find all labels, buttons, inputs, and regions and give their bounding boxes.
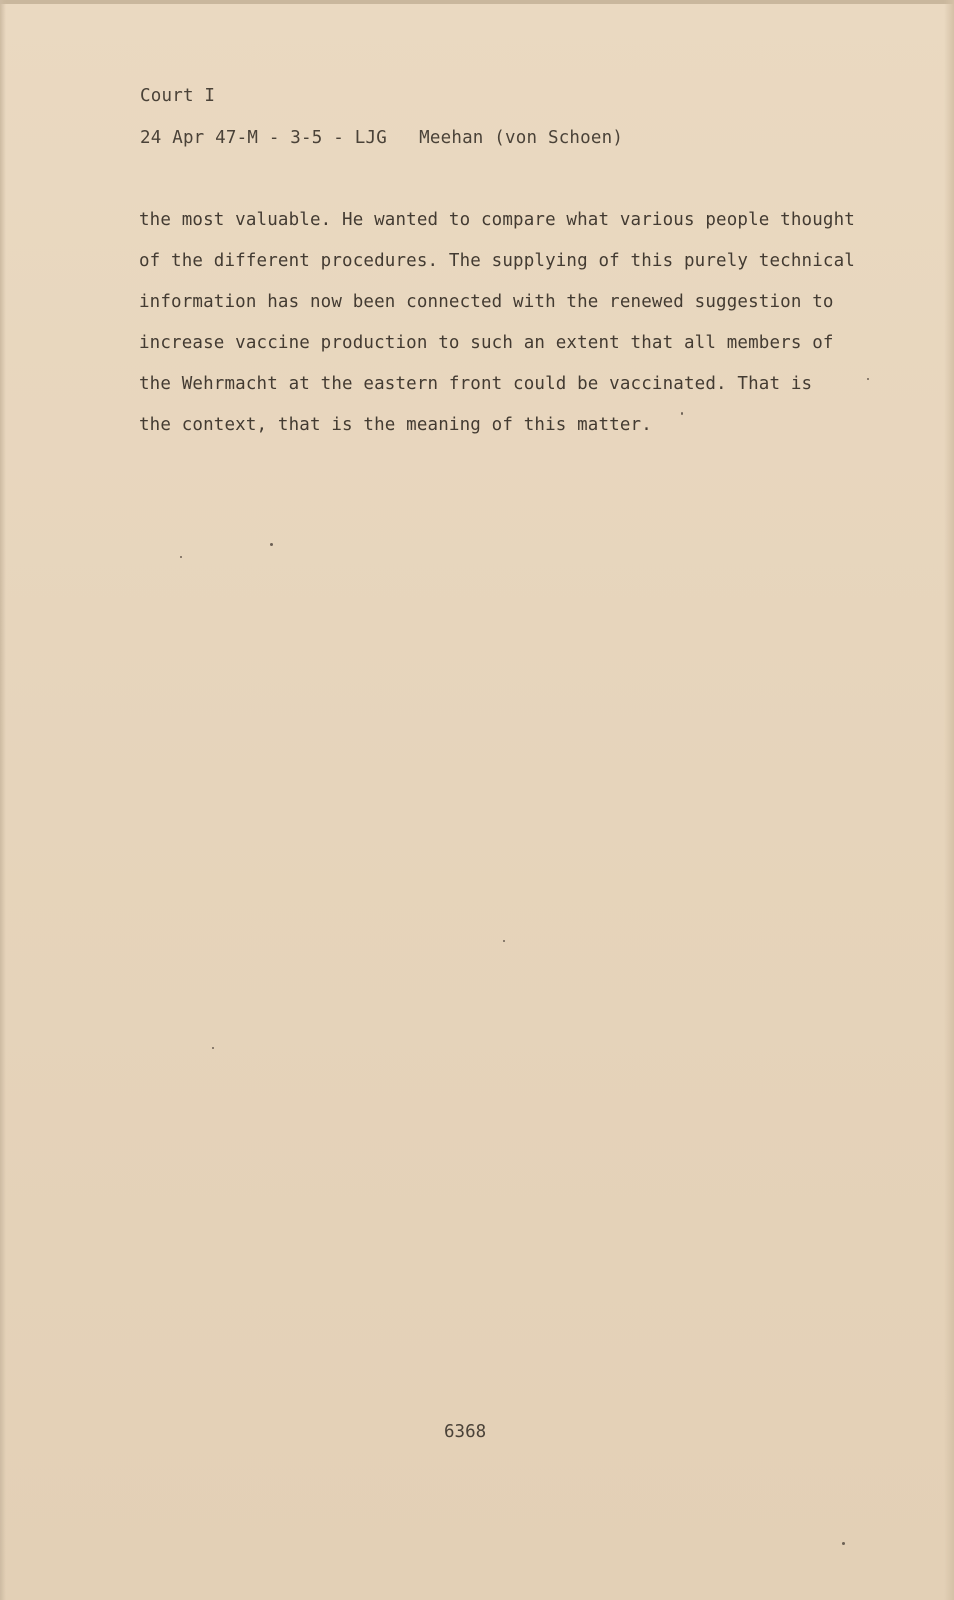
paper-edge-right [944,0,954,1600]
paper-speck [867,378,869,380]
body-line: increase vaccine production to such an extent that all members of [139,333,834,353]
paper-speck [681,412,683,415]
body-line: the Wehrmacht at the eastern front could be vaccinated. That is [139,374,813,394]
court-heading: Court I [140,86,216,106]
paper-speck [212,1047,214,1049]
paper-speck [503,940,505,942]
paper-edge-left [0,0,6,1600]
paper-speck [842,1542,845,1545]
body-line: the most valuable. He wanted to compare what various people thought [139,210,855,230]
paper-speck [180,556,182,558]
page-number: 6368 [444,1422,487,1442]
body-line: of the different procedures. The supplying of this purely technical [139,251,855,271]
body-line: information has now been connected with the renewed suggestion to [139,292,834,312]
body-line: the context, that is the meaning of this matter. [139,415,652,435]
transcript-caption: 24 Apr 47-M - 3-5 - LJG Meehan (von Schoen) [140,128,624,148]
paper-speck [270,543,273,546]
paper-edge-top [0,0,954,4]
